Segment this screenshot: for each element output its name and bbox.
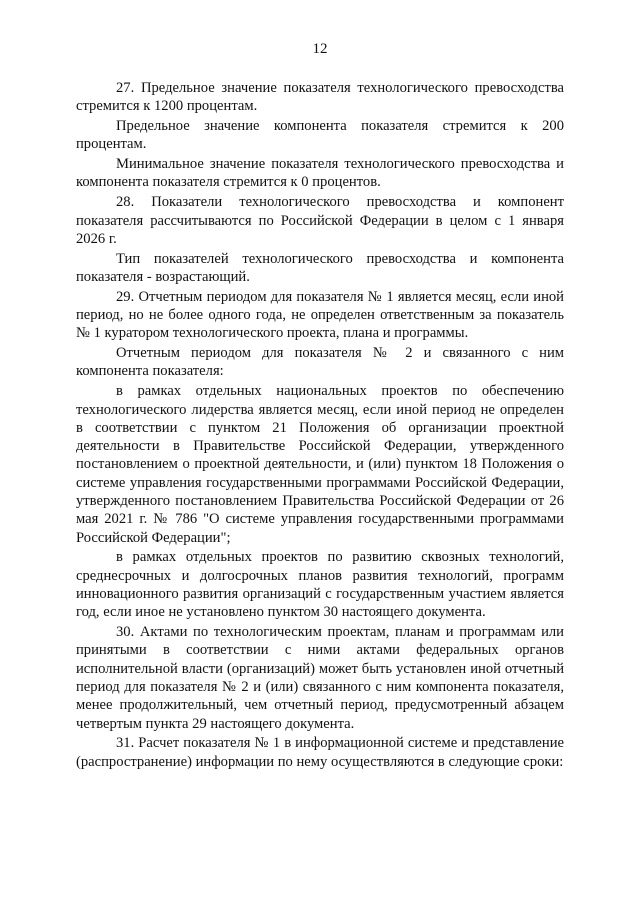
- paragraph-indicator-type: Тип показателей технологического превосходства и компонента показателя - возрастающий.: [76, 250, 564, 285]
- paragraph-component-limit: Предельное значение компонента показателя стремится к 200 процентам.: [76, 118, 564, 153]
- paragraph-28-calculation: 28. Показатели технологического превосходства и компонент показателя рассчитываются по Российской Федерации в целом с 1 января 2026 г.: [76, 194, 564, 247]
- paragraph-31-calculation-terms: 31. Расчет показателя № 1 в информационной системе и представление (распространение) информации по нему осуществляются в следующие сроки:: [76, 735, 564, 770]
- paragraph-29-reporting-period: 29. Отчетным периодом для показателя № 1 является месяц, если иной период, но не более одного года, не определен ответственным за показатель № 1 куратором технологического проекта, плана и программы.: [76, 288, 564, 342]
- paragraph-minimum-value: Минимальное значение показателя технологического превосходства и компонента показателя стремится к 0 процентов.: [76, 156, 564, 191]
- paragraph-27-limit: 27. Предельное значение показателя технологического превосходства стремится к 1200 процентам.: [76, 80, 564, 115]
- document-body: [76, 79, 564, 772]
- paragraph-reporting-period-2: Отчетным периодом для показателя № 2 и связанного с ним компонента показателя:: [76, 345, 564, 380]
- paragraph-30-acts: 30. Актами по технологическим проектам, планам и программам или принятыми в соответствии с ними актами федеральных органов исполнительной власти (организаций) может быть установлен иной отчетный период для показателя № 2 и (или) связанного с ним компонента показателя, менее продолжительный, чем отчетный период, предусмотренный абзацем четвертым пункта 29 настоящего документа.: [76, 624, 564, 732]
- paragraph-national-projects: в рамках отдельных национальных проектов по обеспечению технологического лидерства является месяц, если иной период не определен в соответствии с пунктом 21 Положения об организации проектной деятельности в Правительстве Российской Федерации, утвержденного постановлением о проектной деятельности, и (или) пунктом 18 Положения о системе управления государственными программами Российской Федерации, утвержденного постановлением Правительства Российской Федерации от 26 мая 2021 г. № 786 "О системе управления государственными программами Российской Федерации";: [76, 383, 564, 546]
- paragraph-end-to-end-technologies: в рамках отдельных проектов по развитию сквозных технологий, среднесрочных и долгосрочных планов развития технологий, программ инновационного развития организаций с государственным участием является год, если иное не установлено пунктом 30 настоящего документа.: [76, 549, 564, 621]
- page-number: 12: [312, 41, 328, 57]
